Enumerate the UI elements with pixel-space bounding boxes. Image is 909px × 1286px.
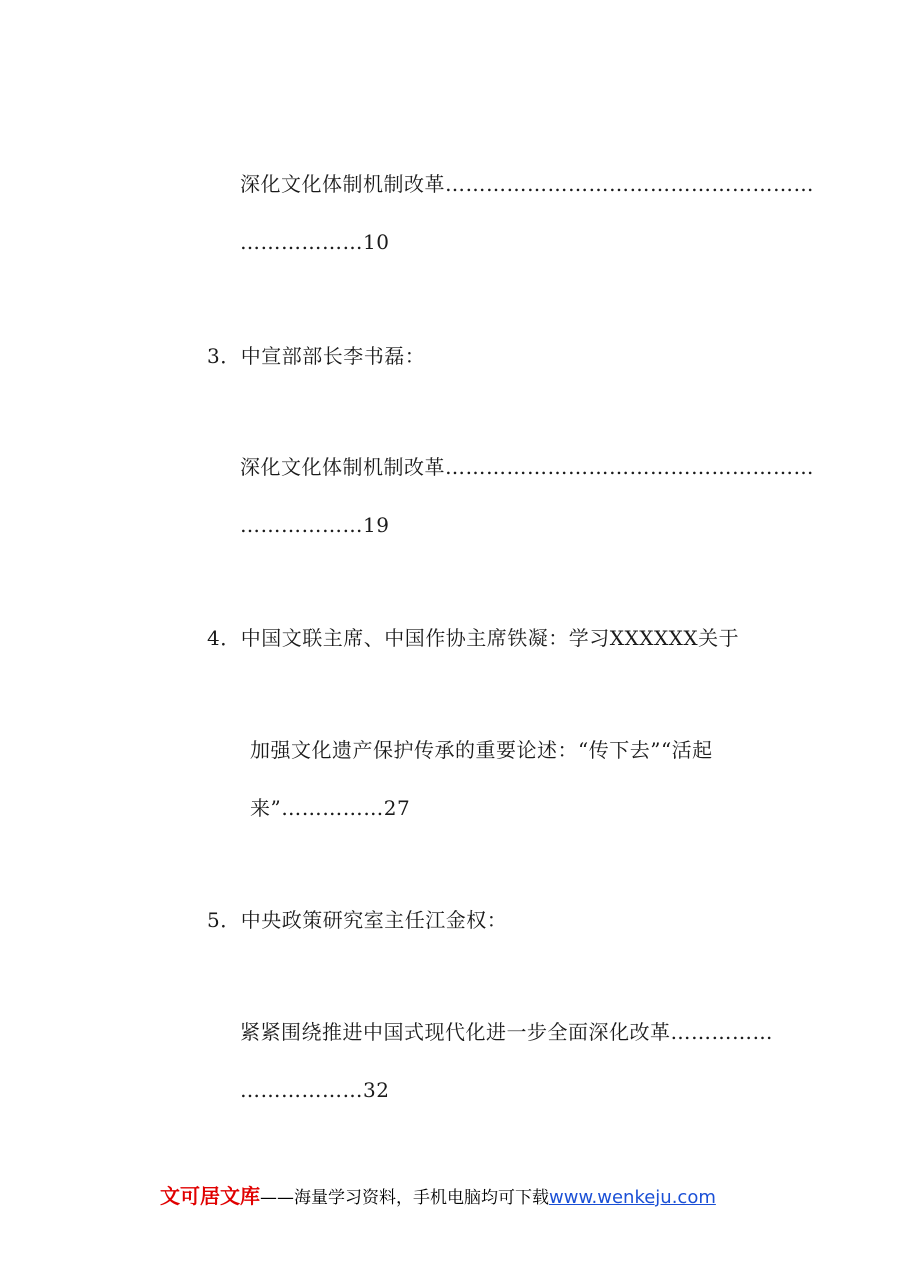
toc-entry-3-line-1: 深化文化体制机制改革……………………………………………… (240, 455, 814, 479)
toc-entry-5-line-1: 紧紧围绕推进中国式现代化进一步全面深化改革…………… (240, 1020, 773, 1044)
website-link[interactable]: www.wenkeju.com (549, 1187, 716, 1208)
toc-entry-5-heading: 5．中央政策研究室主任江金权： (207, 908, 508, 932)
toc-entry-3-heading: 3．中宣部部长李书磊： (207, 344, 426, 368)
brand-name: 文可居文库 (160, 1184, 260, 1208)
toc-entry-2-line-2: ………………10 (240, 230, 390, 254)
toc-entry-4-line-1: 加强文化遗产保护传承的重要论述：“传下去”“活起 (250, 738, 713, 762)
toc-entry-4-line-2: 来”……………27 (250, 796, 411, 820)
toc-entry-5-line-2: ………………32 (240, 1078, 390, 1102)
footer-tagline: ——海量学习资料，手机电脑均可下载 (260, 1188, 549, 1208)
toc-entry-3-line-2: ………………19 (240, 513, 390, 537)
toc-entry-4-heading: 4．中国文联主席、中国作协主席铁凝：学习XXXXXX关于 (207, 626, 740, 650)
footer-banner (160, 1184, 716, 1210)
toc-entry-2-line-1: 深化文化体制机制改革……………………………………………… (240, 172, 814, 196)
